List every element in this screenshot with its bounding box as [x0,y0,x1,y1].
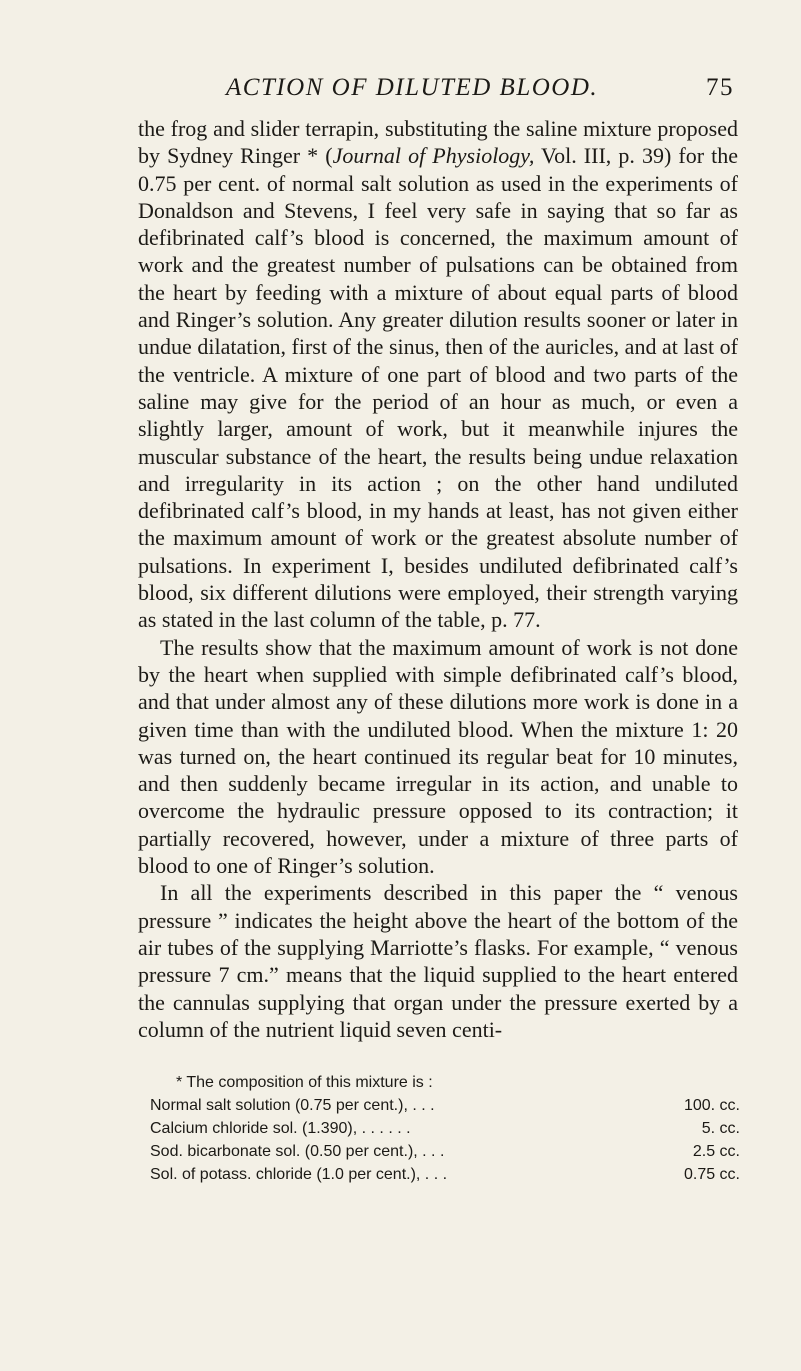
footnote-amount: 0.75 cc. [683,1166,740,1183]
paragraph-2: The results show that the maximum amount of work is not done by the heart when supplied with simple defibrinated calf’s blood, and that under almost any of these dilutions more work is done in a given time than with the undiluted blood. When the mixture 1: 20 was turned on, the heart continued its regular beat for 10 minutes, and then suddenly became irregular in its action, and unable to overcome the hydraulic pressure opposed to its contraction; it partially recovered, however, under a mixture of three parts of blood to one of Ringer’s solution. [138,634,738,879]
footnote-ingredient: Sod. bicarbonate sol. (0.50 per cent.), . . . [150,1143,445,1160]
footnote-amount: 2.5 cc. [692,1143,740,1160]
footnote-row [150,1163,740,1186]
paragraph-3: In all the experiments described in this paper the “ venous pressure ” indicates the height above the heart of the bottom of the air tubes of the supplying Marriotte’s flasks. For example, “ venous pressure 7 cm.” means that the liquid supplied to the heart entered the cannulas supplying that organ under the pressure exerted by a column of the nutrient liquid seven centi- [138,880,738,1042]
footnote-ingredient: Calcium chloride sol. (1.390), . . . . . . [150,1120,411,1137]
running-title: ACTION OF DILUTED BLOOD. [226,74,599,101]
footnote-ingredient: Normal salt solution (0.75 per cent.), . . . [150,1097,435,1114]
footnote-row [150,1094,740,1117]
paragraph-1-text-b: Vol. III, p. 39) for the 0.75 per cent. of normal salt solution as used in the experiments of Donaldson and Stevens, I feel very safe in saying that so far as defibrinated calf’s blood is concerned, the maximum amount of work and the greatest number of pulsations can be obtained from the heart by feeding with a mixture of about equal parts of blood and Ringer’s solution. Any greater dilution results sooner or later in undue dilatation, first of the sinus, then of the auricles, and at last of the ventricle. A mixture of one part of blood and two parts of the saline may give for the period of an hour as much, or even a slightly larger, amount of work, but it meanwhile injures the muscular substance of the heart, the results being undue relaxation and irregularity in its action ; on the other hand undiluted defibrinated calf’s blood, in my hands at least, has not given either the maximum amount of work or the greatest absolute number of pulsations. In experiment I, besides undiluted defibrinated calf’s blood, six different dilutions were employed, their strength varying as stated in the last column of the table, p. 77. [138,143,739,633]
footnote [150,1071,740,1186]
footnote-amount: 5. cc. [701,1120,740,1137]
paragraph-1 [138,115,738,634]
body-text [138,115,738,1043]
footnote-row [150,1140,740,1163]
footnote-amount: 100. cc. [683,1097,740,1114]
page-number: 75 [706,74,734,101]
paragraph-1-text-a: the frog and slider terrapin, substituting the saline mixture proposed by Sydney Ringer * ( [138,116,738,169]
footnote-ingredient: Sol. of potass. chloride (1.0 per cent.), . . . [150,1166,448,1183]
footnote-intro: * The composition of this mixture is : [176,1074,433,1091]
journal-citation: Journal of Physiology, [332,143,535,169]
footnote-row [150,1117,740,1140]
